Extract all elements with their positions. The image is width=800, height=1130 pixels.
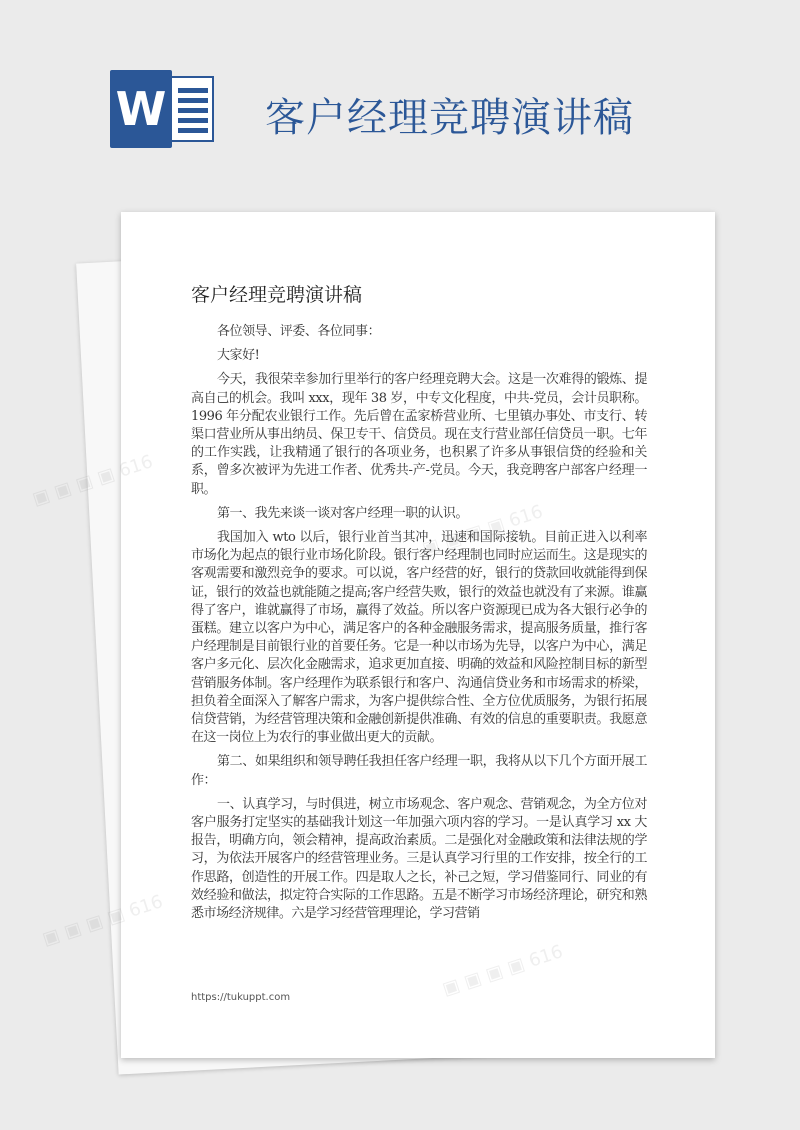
paragraph-section-one-heading: 第一、我先来谈一谈对客户经理一职的认识。 (217, 505, 469, 521)
document-page (121, 212, 715, 1058)
banner-title: 客户经理竞聘演讲稿 (265, 95, 634, 141)
word-logo-letter: W (110, 70, 172, 148)
paragraph-section-two-heading: 第二、如果组织和领导聘任我担任客户经理一职，我将从以下几个方面开展工作： (191, 754, 647, 788)
footer-url: https://tukuppt.com (191, 992, 291, 1003)
paragraph-section-one-body: 我国加入 wto 以后，银行业首当其冲，迅速和国际接轨。目前正进入以利率市场化为起点的银行业市场化阶段。银行客户经理制也同时应运而生。这是现实的客观需要和激烈竞争的要求。可以说，客户经营的好，银行的贷款回收就能得到保证，银行的效益也就能随之提高;客户经营失败，银行的效益也就没有了来源。谁赢得了客户，谁就赢得了市场，赢得了效益。所以客户资源现已成为各大银行必争的蛋糕。建立以客户为中心，满足客户的各种金融服务需求，提高服务质量，推行客户经理制是目前银行业的首要任务。它是一种以市场为先导，以客户为中心，满足客户多元化、层次化金融需求，追求更加直接、明确的效益和风险控制目标的新型营销服务体制。客户经理作为联系银行和客户、沟通信贷业务和市场需求的桥梁，担负着全面深入了解客户需求，为客户提供综合性、全方位优质服务，为银行拓展信贷营销，为经营管理决策和金融创新提供准确、有效的信息的重要职责。我愿意在这一岗位上为农行的事业做出更大的贡献。 (191, 530, 647, 746)
watermark-graphic: ▣ ▣ ▣ (29, 470, 96, 510)
document-title: 客户经理竞聘演讲稿 (191, 284, 363, 306)
paragraph-section-two-body: 一、认真学习，与时俱进，树立市场观念、客户观念、营销观念，为全方位对客户服务打定坚实的基础我计划这一年加强六项内容的学习。一是认真学习 xx 大报告，明确方向，领会精神，提高政治素质。二是强化对金融政策和法律法规的学习，为依法开展客户的经营管理业务。三是认真学习行里的工作安排，按全行的工作思路，创造性的开展工作。四是取人之长，补己之短，学习借鉴同行、同业的有效经验和做法，拟定符合实际的工作思路。五是不断学习市场经济理论，研究和熟悉市场经济规律。六是学习经营管理理论，学习营销 (191, 796, 647, 922)
watermark-graphic: ▣ ▣ ▣ ▣ 616 (39, 891, 166, 950)
paragraph-salutation: 各位领导、评委、各位同事： (217, 324, 381, 339)
document-body (191, 323, 647, 985)
paragraph-greeting: 大家好! (217, 348, 260, 364)
word-document-icon (110, 70, 214, 148)
paragraph-introduction: 今天，我很荣幸参加行里举行的客户经理竞聘大会。这是一次难得的锻炼、提高自己的机会。我叫 xxx，现年 38 岁，中专文化程度，中共-党员，会计员职称。1996 年分配农业银行工作。先后曾在孟家桥营业所、七里镇办事处、市支行、转渠口营业所从事出纳员、保卫专干、信贷员。现在支行营业部任信贷员一职。七年的工作实践，让我精通了银行的各项业务，也积累了许多从事银信贷的经验和关系，曾多次被评为先进工作者、优秀共-产-党员。今天，我竞聘客户部客户经理一职。 (191, 372, 647, 497)
